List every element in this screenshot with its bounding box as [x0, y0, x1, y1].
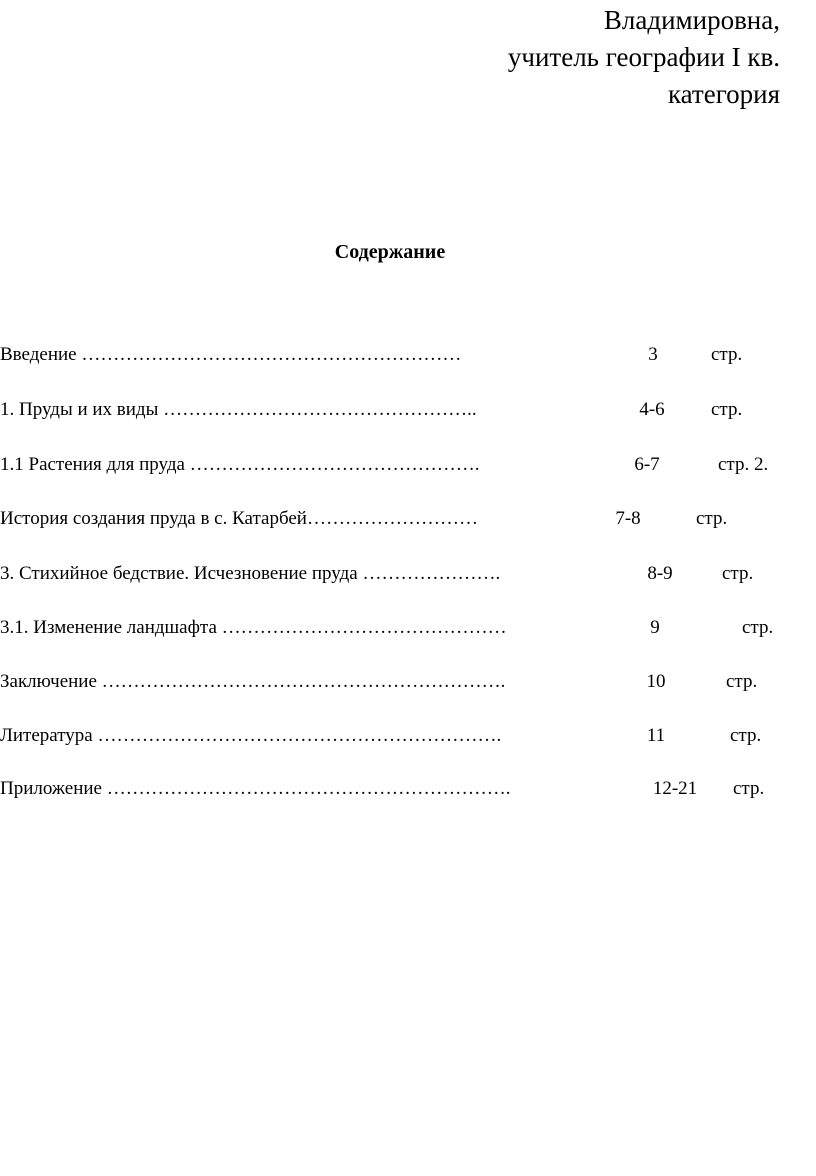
- toc-entry-label: Приложение ……………………………………………………….: [0, 778, 511, 799]
- toc-entry-page: 3: [648, 344, 658, 365]
- toc-entry-suffix: стр. 2.: [718, 454, 769, 475]
- toc-entry-label: История создания пруда в с. Катарбей………………………: [0, 508, 478, 529]
- toc-entry-page: 9: [650, 617, 660, 638]
- toc-entry-suffix: стр.: [711, 399, 743, 420]
- author-header-line: Владимировна,: [603, 5, 780, 35]
- toc-entry-page: 11: [646, 725, 666, 746]
- toc-entry-label: Литература ……………………………………………………….: [0, 725, 502, 746]
- toc-entry-label: 3.1. Изменение ландшафта ………………………………………: [0, 617, 507, 638]
- toc-entry-label: 1.1 Растения для пруда ……………………………………….: [0, 454, 480, 475]
- toc-entry-suffix: стр.: [722, 563, 754, 584]
- toc-entry-page: 4-6: [639, 399, 665, 420]
- toc-entry-page: 6-7: [634, 454, 660, 475]
- toc-entry-suffix: стр.: [733, 778, 765, 799]
- author-header-line: категория: [667, 79, 780, 109]
- toc-entry-label: 3. Стихийное бедствие. Исчезновение пруда ………………….: [0, 563, 501, 584]
- toc-entry-page: 8-9: [647, 563, 673, 584]
- toc-entry-page: 7-8: [615, 508, 641, 529]
- author-header-line: учитель географии I кв.: [507, 42, 780, 72]
- toc-entry-page: 12-21: [652, 778, 698, 799]
- toc-entry-suffix: стр.: [696, 508, 728, 529]
- toc-entry-suffix: стр.: [711, 344, 743, 365]
- toc-entry-label: Введение ……………………………………………………: [0, 344, 462, 365]
- toc-entry-label: Заключение ……………………………………………………….: [0, 671, 506, 692]
- author-header: [508, 2, 780, 113]
- toc-entry-suffix: стр.: [730, 725, 762, 746]
- toc-entry-suffix: стр.: [726, 671, 758, 692]
- toc-title: Содержание: [334, 241, 446, 263]
- toc-entry-label: 1. Пруды и их виды …………………………………………..: [0, 399, 477, 420]
- toc-entry-page: 10: [646, 671, 666, 692]
- toc-entry-suffix: стр.: [742, 617, 774, 638]
